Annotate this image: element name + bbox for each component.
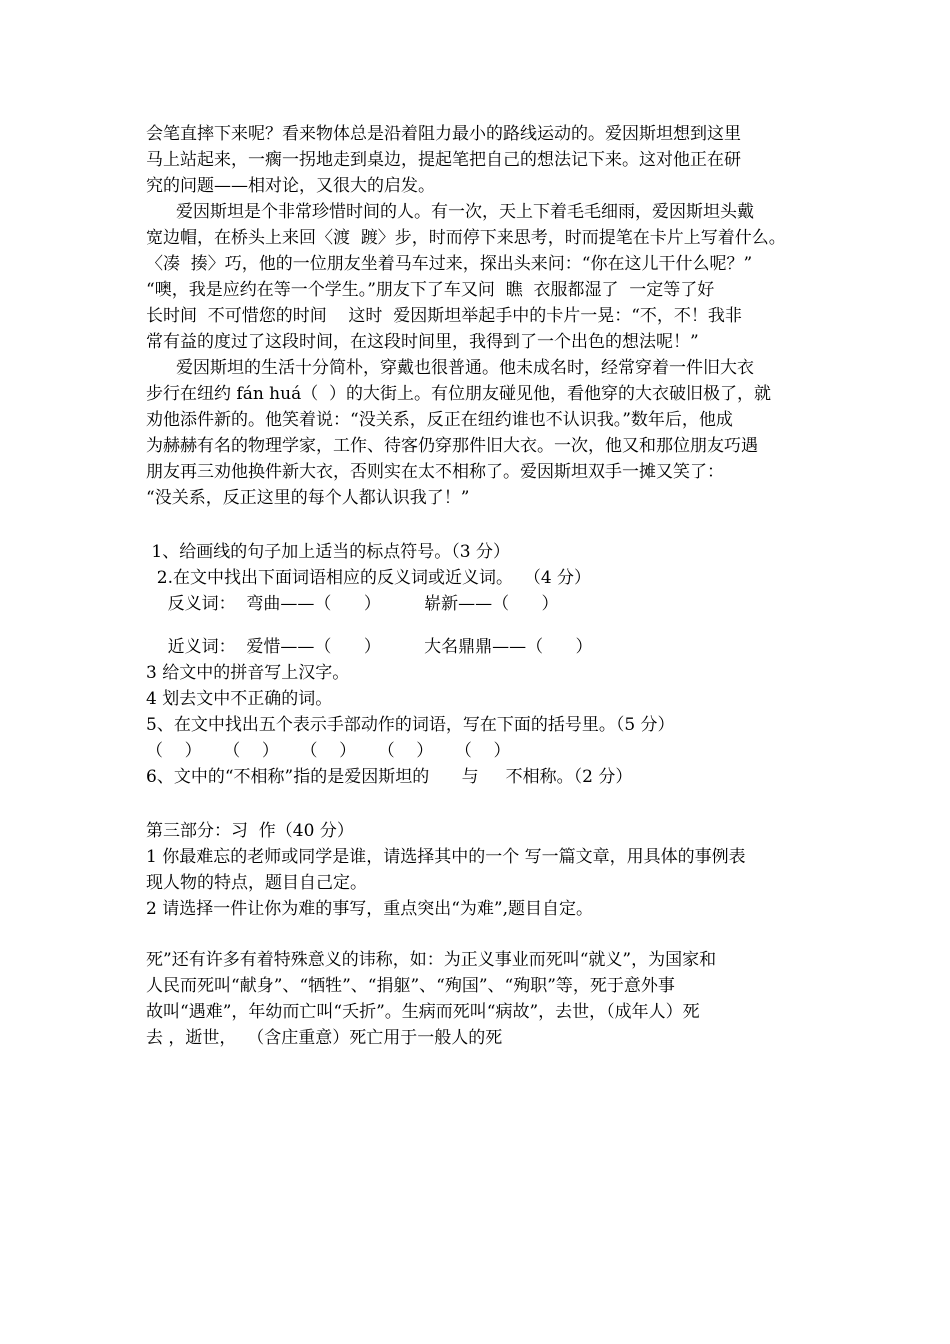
passage-line: “没关系，反正这里的每个人都认识我了！” [146,488,470,508]
passage-line: 会笔直摔下来呢？看来物体总是沿着阻力最小的路线运动的。爱因斯坦想到这里 [146,124,741,144]
question-line: 1、给画线的句子加上适当的标点符号。（3 分） [146,542,510,562]
passage-line: 常有益的度过了这段时间，在这段时间里，我得到了一个出色的想法呢！” [146,332,699,352]
question-line: 6、文中的“不相称”指的是爱因斯坦的 与 不相称。（2 分） [146,767,633,787]
question-line: 5、在文中找出五个表示手部动作的词语，写在下面的括号里。（5 分） [146,715,675,735]
note-line: 死”还有许多有着特殊意义的讳称，如：为正义事业而死叫“就义”，为国家和 [146,950,717,970]
passage-line: 〈凑 揍〉巧，他的一位朋友坐着马车过来，探出头来问：“你在这儿干什么呢？” [146,254,753,274]
passage-line: “噢，我是应约在等一个学生。”朋友下了车又问 瞧 衣服都湿了 一定等了好 [146,280,715,300]
passage-line: 爱因斯坦是个非常珍惜时间的人。有一次，天上下着毛毛细雨，爱因斯坦头戴 [176,202,754,222]
prompt-line: 现人物的特点，题目自己定。 [146,873,367,893]
question-line: 3 给文中的拼音写上汉字。 [146,663,350,683]
prompt-line: 1 你最难忘的老师或同学是谁，请选择其中的一个 写一篇文章，用具体的事例表 [146,847,746,867]
passage-line: 步行在纽约 fán huá（ ）的大街上。有位朋友碰见他，看他穿的大衣破旧极了，就 [146,384,772,404]
passage-line: 马上站起来，一瘸一拐地走到桌边，提起笔把自己的想法记下来。这对他正在研 [146,150,741,170]
question-line: 2.在文中找出下面词语相应的反义词或近义词。 （4 分） [146,568,592,588]
question-line: 4 划去文中不正确的词。 [146,689,333,709]
passage-line: 朋友再三劝他换件新大衣，否则实在太不相称了。爱因斯坦双手一摊又笑了： [146,462,724,482]
section-heading: 第三部分：习 作（40 分） [146,821,354,841]
note-line: 人民而死叫“献身”、“牺牲”、“捐躯”、“殉国”、“殉职”等，死于意外事 [146,976,675,996]
passage-line: 宽边帽，在桥头上来回〈渡 踱〉步，时而停下来思考，时而提笔在卡片上写着什么。 [146,228,786,248]
passage-line: 长时间 不可惜您的时间 这时 爱因斯坦举起手中的卡片一晃：“不，不！我非 [146,306,742,326]
passage-line: 为赫赫有名的物理学家，工作、待客仍穿那件旧大衣。一次，他又和那位朋友巧遇 [146,436,758,456]
prompt-line: 2 请选择一件让你为难的事写，重点突出“为难”,题目自定。 [146,899,594,919]
question-line: 近义词： 爱惜——（ ） 大名鼎鼎——（ ） [146,637,593,657]
note-line: 去 ，逝世， （含庄重意）死亡用于一般人的死 [146,1028,503,1048]
passage-line: 劝他添件新的。他笑着说：“没关系，反正在纽约谁也不认识我。”数年后，他成 [146,410,733,430]
passage-line: 爱因斯坦的生活十分简朴，穿戴也很普通。他未成名时，经常穿着一件旧大衣 [176,358,754,378]
question-line: 反义词： 弯曲——（ ） 崭新——（ ） [146,594,559,614]
passage-line: 究的问题——相对论，又很大的启发。 [146,176,435,196]
note-line: 故叫“遇难”，年幼而亡叫“夭折”。生病而死叫“病故”，去世，（成年人）死 [146,1002,700,1022]
answer-blanks: （ ） （ ） （ ） （ ） （ ） [146,741,511,761]
